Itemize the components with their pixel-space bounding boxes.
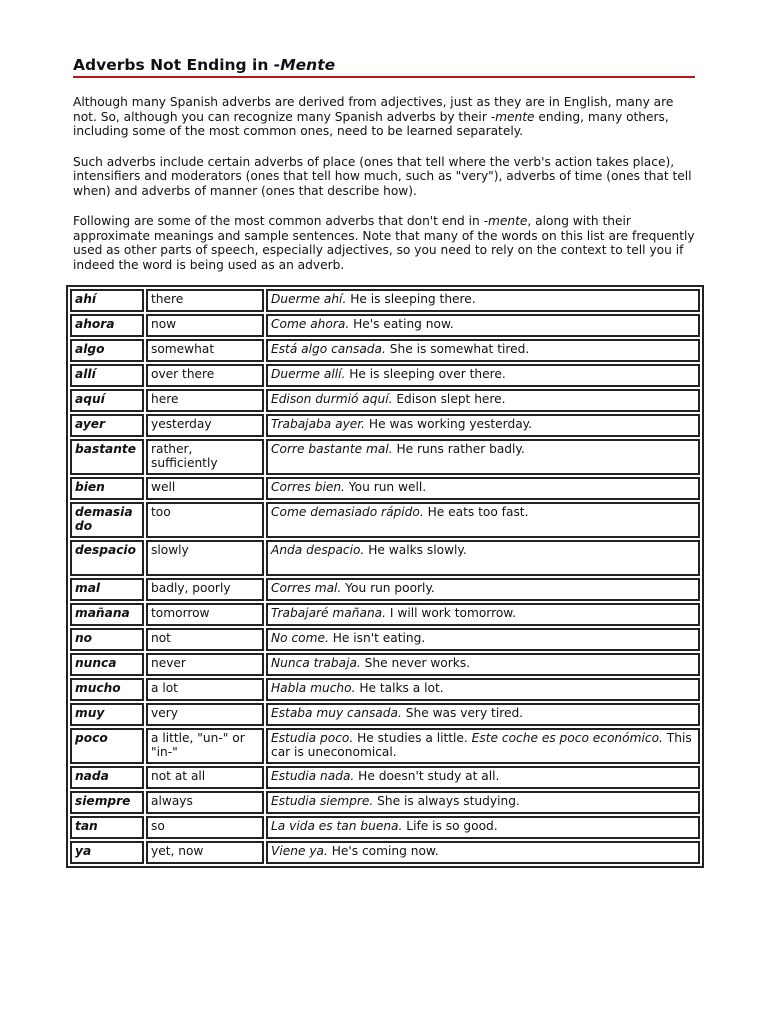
example-cell	[266, 477, 700, 500]
example-cell	[266, 628, 700, 651]
example-spanish: Viene ya.	[271, 844, 328, 858]
adverb-cell: mucho	[70, 678, 144, 701]
adverb-cell: bien	[70, 477, 144, 500]
example-english: You run poorly.	[341, 581, 435, 595]
example-spanish: Duerme ahí.	[271, 292, 347, 306]
example-spanish: Estudia siempre.	[271, 794, 374, 808]
example-english: Edison slept here.	[392, 392, 506, 406]
example-cell	[266, 502, 700, 538]
example-cell	[266, 364, 700, 387]
example-spanish: Corres mal.	[271, 581, 342, 595]
example-english: He walks slowly.	[364, 543, 467, 557]
meaning-cell: over there	[146, 364, 264, 387]
table-row	[70, 766, 700, 789]
example-cell	[266, 728, 700, 764]
example-english: She never works.	[360, 656, 471, 670]
example-cell	[266, 289, 700, 312]
meaning-cell: a little, "un-" or "in-"	[146, 728, 264, 764]
example-cell	[266, 603, 700, 626]
adverbs-table	[66, 285, 704, 868]
example-english: I will work tomorrow.	[386, 606, 517, 620]
table-row	[70, 841, 700, 864]
example-spanish: Come demasiado rápido.	[271, 505, 424, 519]
meaning-cell: badly, poorly	[146, 578, 264, 601]
intro-paragraph-1: Although many Spanish adverbs are derived from adjectives, just as they are in English, many are not. So, although you can recognize many Spanish adverbs by their -mente ending, many others, including some of the most common ones, need to be learned separately.	[73, 95, 674, 138]
table-row	[70, 364, 700, 387]
meaning-cell: so	[146, 816, 264, 839]
adverb-cell: ahora	[70, 314, 144, 337]
document-page	[73, 56, 695, 272]
example-spanish: Estudia poco.	[271, 731, 354, 745]
adverb-cell: mañana	[70, 603, 144, 626]
example-spanish: Este coche es poco económico.	[471, 731, 663, 745]
example-english: Life is so good.	[402, 819, 498, 833]
table-row	[70, 439, 700, 475]
example-spanish: Corre bastante mal.	[271, 442, 393, 456]
adverb-cell: ya	[70, 841, 144, 864]
example-cell	[266, 678, 700, 701]
table-row	[70, 389, 700, 412]
meaning-cell: rather, sufficiently	[146, 439, 264, 475]
meaning-cell: yesterday	[146, 414, 264, 437]
example-spanish: Habla mucho.	[271, 681, 356, 695]
adverb-cell: no	[70, 628, 144, 651]
meaning-cell: yet, now	[146, 841, 264, 864]
example-english: He is sleeping over there.	[345, 367, 506, 381]
example-cell	[266, 439, 700, 475]
example-cell	[266, 314, 700, 337]
example-spanish: Duerme allí.	[271, 367, 346, 381]
meaning-cell: here	[146, 389, 264, 412]
example-cell	[266, 389, 700, 412]
example-english: She was very tired.	[401, 706, 524, 720]
adverb-cell: ahí	[70, 289, 144, 312]
example-spanish: Nunca trabaja.	[271, 656, 361, 670]
example-english: She is always studying.	[373, 794, 520, 808]
adverb-cell: demasiado	[70, 502, 144, 538]
adverb-cell: muy	[70, 703, 144, 726]
table-row	[70, 578, 700, 601]
example-cell	[266, 653, 700, 676]
meaning-cell: very	[146, 703, 264, 726]
adverb-cell: allí	[70, 364, 144, 387]
example-spanish: Edison durmió aquí.	[271, 392, 393, 406]
example-english: This car is uneconomical.	[271, 731, 692, 759]
table-row	[70, 339, 700, 362]
adverb-cell: despacio	[70, 540, 144, 576]
example-english: He's coming now.	[327, 844, 439, 858]
table-row	[70, 540, 700, 576]
meaning-cell: not at all	[146, 766, 264, 789]
table-row	[70, 477, 700, 500]
adverb-cell: siempre	[70, 791, 144, 814]
example-cell	[266, 703, 700, 726]
example-english: He talks a lot.	[355, 681, 444, 695]
example-spanish: La vida es tan buena.	[271, 819, 403, 833]
table-row	[70, 653, 700, 676]
adverb-cell: ayer	[70, 414, 144, 437]
meaning-cell: a lot	[146, 678, 264, 701]
example-cell	[266, 791, 700, 814]
example-cell	[266, 339, 700, 362]
adverb-cell: nunca	[70, 653, 144, 676]
table-row	[70, 414, 700, 437]
table-row	[70, 703, 700, 726]
table-row	[70, 816, 700, 839]
example-spanish: Anda despacio.	[271, 543, 365, 557]
intro-paragraph-2: Such adverbs include certain adverbs of place (ones that tell where the verb's action takes place), intensifiers and moderators (ones that tell how much, such as "very"), adverbs of time (ones that tell when) and adverbs of manner (ones that describe how).	[73, 154, 692, 198]
example-cell	[266, 414, 700, 437]
example-spanish: Estudia nada.	[271, 769, 355, 783]
example-spanish: No come.	[271, 631, 329, 645]
example-spanish: Corres bien.	[271, 480, 345, 494]
adverb-cell: nada	[70, 766, 144, 789]
meaning-cell: slowly	[146, 540, 264, 576]
table-row	[70, 728, 700, 764]
adverb-cell: poco	[70, 728, 144, 764]
adverb-cell: bastante	[70, 439, 144, 475]
meaning-cell: somewhat	[146, 339, 264, 362]
example-english: He studies a little.	[353, 731, 472, 745]
example-english: He is sleeping there.	[346, 292, 476, 306]
meaning-cell: never	[146, 653, 264, 676]
example-english: He doesn't study at all.	[354, 769, 500, 783]
example-spanish: Está algo cansada.	[271, 342, 386, 356]
example-cell	[266, 540, 700, 576]
example-english: She is somewhat tired.	[385, 342, 530, 356]
example-english: He was working yesterday.	[365, 417, 533, 431]
example-english: You run well.	[344, 480, 427, 494]
example-english: He isn't eating.	[328, 631, 426, 645]
table-row	[70, 314, 700, 337]
example-cell	[266, 816, 700, 839]
example-cell	[266, 578, 700, 601]
example-spanish: Trabajaré mañana.	[271, 606, 387, 620]
table-row	[70, 603, 700, 626]
meaning-cell: not	[146, 628, 264, 651]
table-row	[70, 289, 700, 312]
meaning-cell: always	[146, 791, 264, 814]
adverb-cell: tan	[70, 816, 144, 839]
meaning-cell: well	[146, 477, 264, 500]
meaning-cell: tomorrow	[146, 603, 264, 626]
meaning-cell: too	[146, 502, 264, 538]
intro-paragraph-3: Following are some of the most common adverbs that don't end in -mente, along with their approximate meanings and sample sentences. Note that many of the words on this list are frequently used as other parts of speech, especially adjectives, so you need to rely on the context to tell you if indeed the word is being used as an adverb.	[73, 214, 695, 272]
meaning-cell: now	[146, 314, 264, 337]
table-row	[70, 628, 700, 651]
example-cell	[266, 841, 700, 864]
example-spanish: Come ahora.	[271, 317, 350, 331]
example-english: He eats too fast.	[423, 505, 529, 519]
page-title: Adverbs Not Ending in -Mente	[73, 56, 695, 78]
table-row	[70, 791, 700, 814]
example-english: He's eating now.	[349, 317, 454, 331]
adverb-cell: aquí	[70, 389, 144, 412]
example-spanish: Trabajaba ayer.	[271, 417, 366, 431]
meaning-cell: there	[146, 289, 264, 312]
adverb-cell: mal	[70, 578, 144, 601]
table-row	[70, 678, 700, 701]
table-row	[70, 502, 700, 538]
example-english: He runs rather badly.	[392, 442, 525, 456]
example-cell	[266, 766, 700, 789]
adverb-cell: algo	[70, 339, 144, 362]
example-spanish: Estaba muy cansada.	[271, 706, 402, 720]
